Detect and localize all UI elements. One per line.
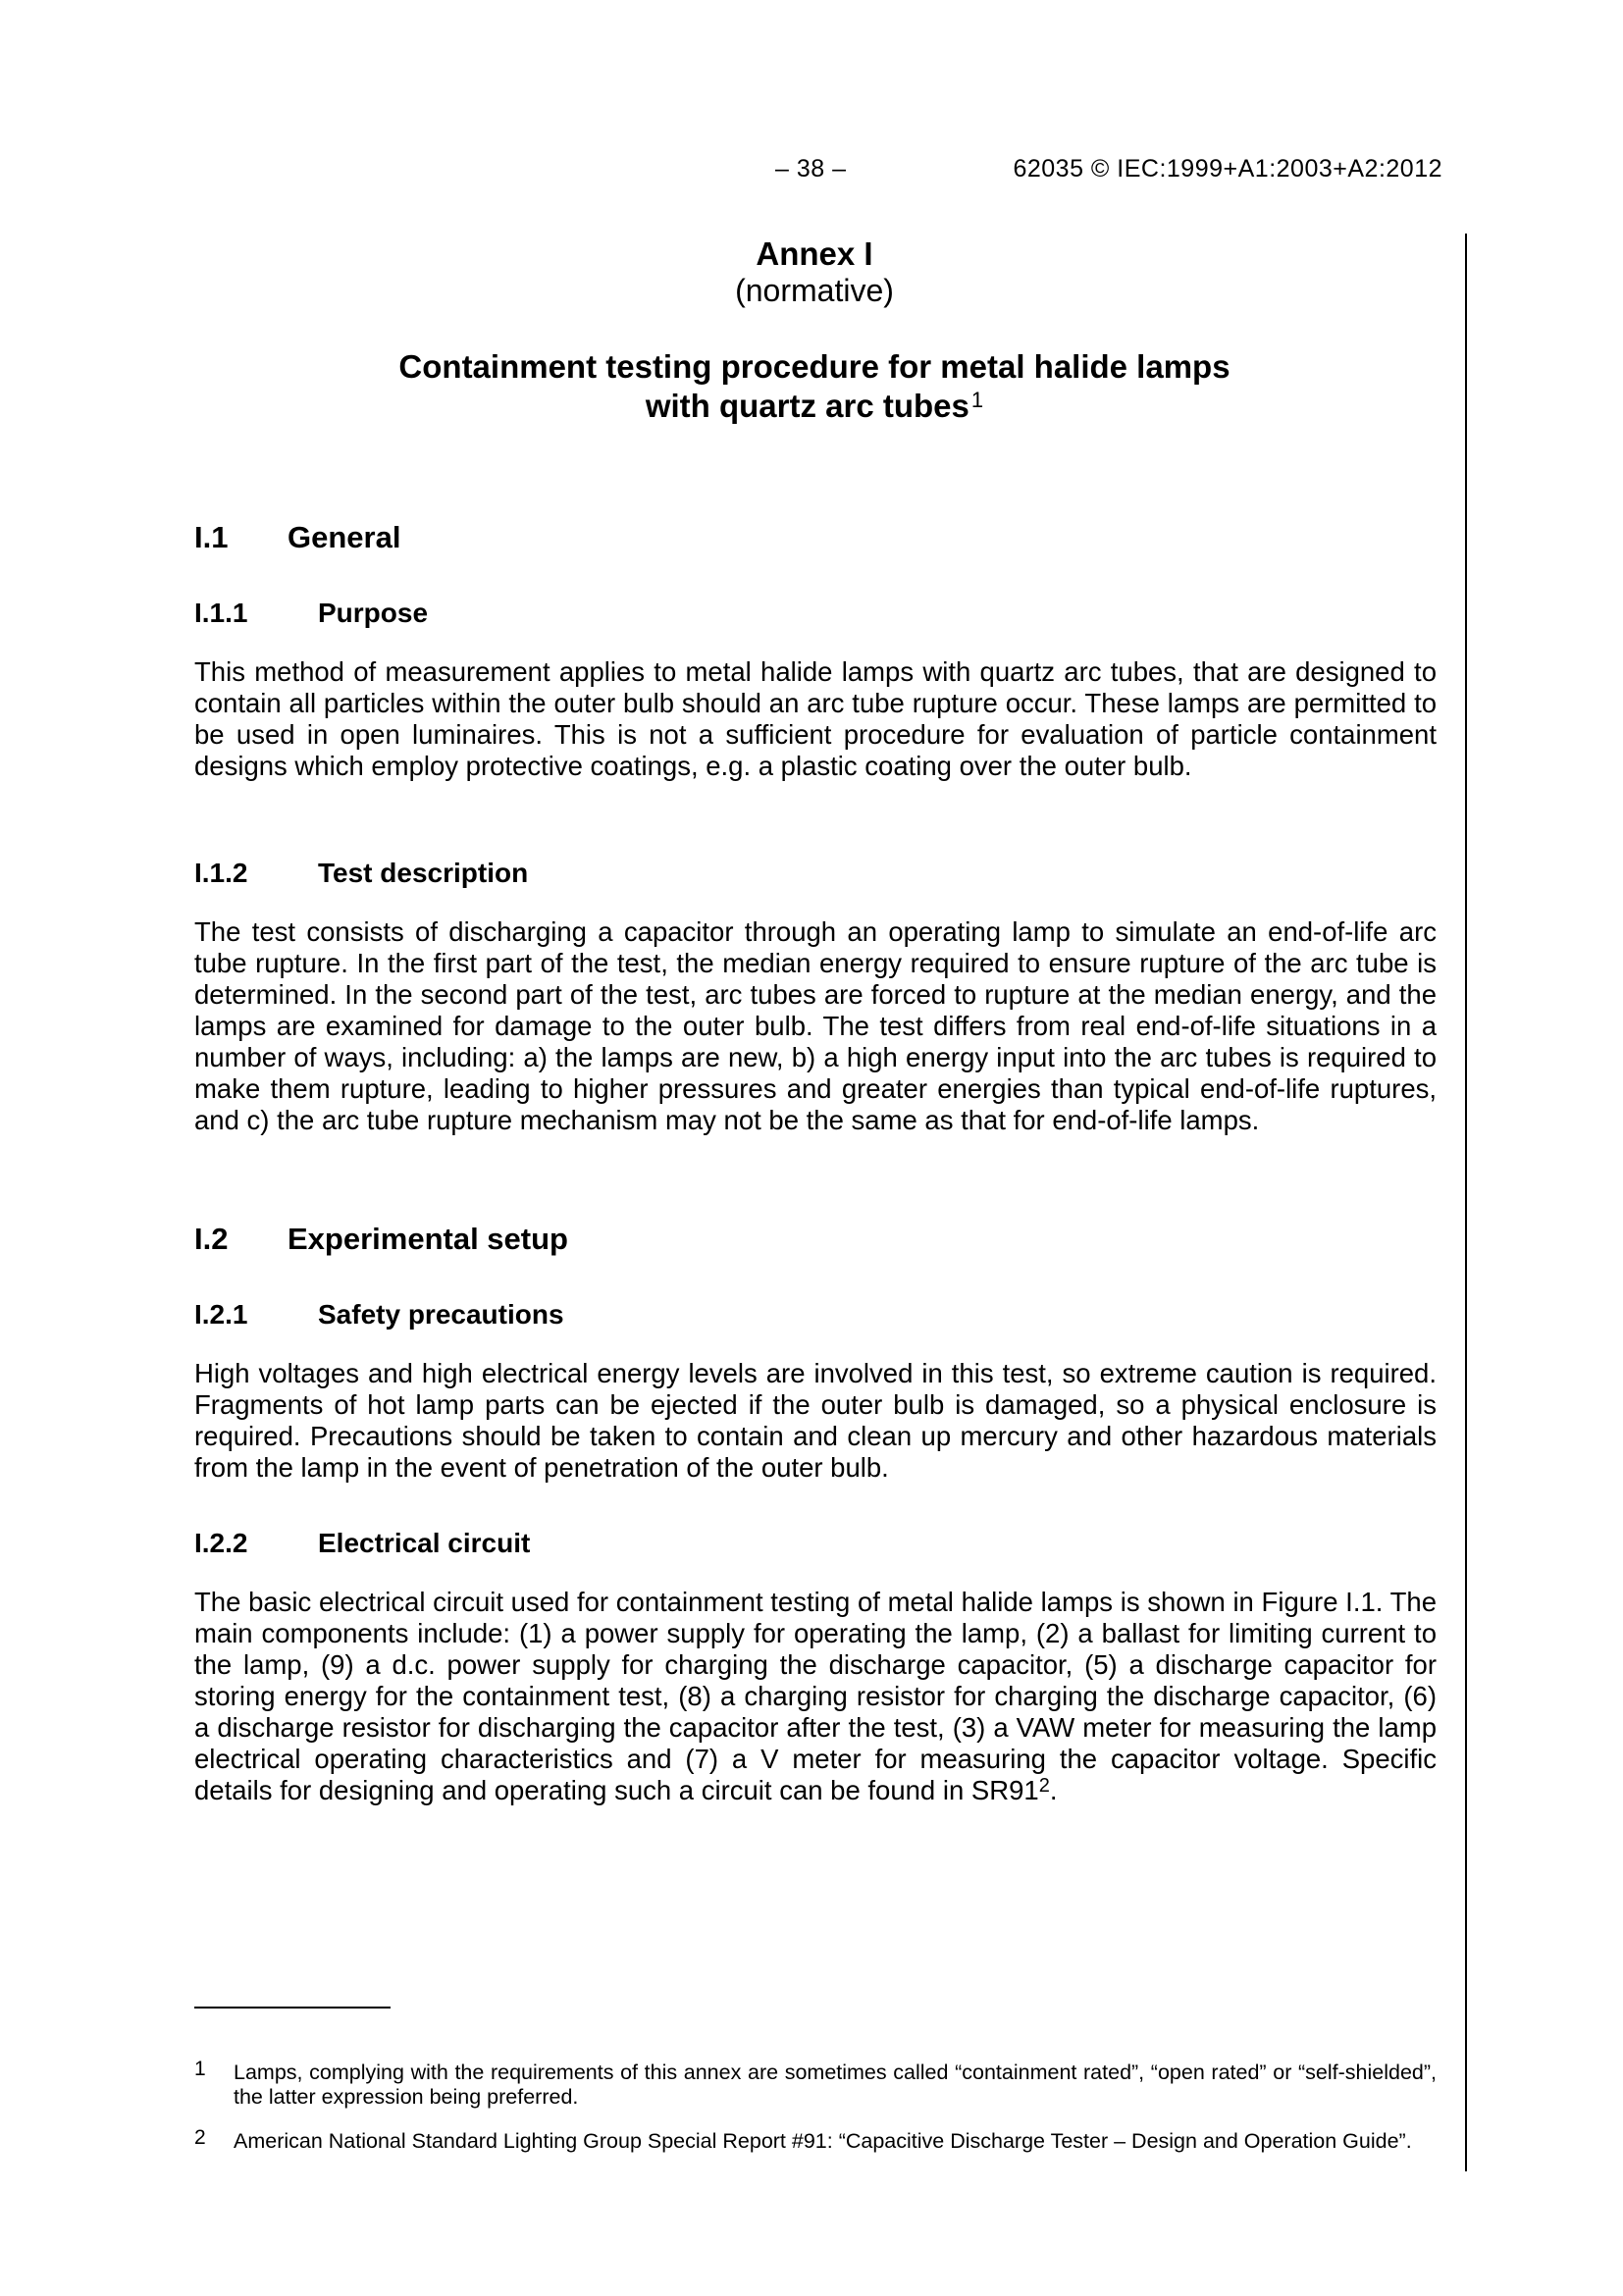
paragraph-electrical-circuit — [194, 1587, 1437, 1809]
annex-heading-line2 — [194, 387, 1435, 430]
standard-reference: 62035 © IEC:1999+A1:2003+A2:2012 — [1013, 155, 1442, 183]
footnote-number: 2 — [194, 2126, 206, 2149]
annex-heading-line2-text: with quartz arc tubes — [645, 388, 969, 424]
paragraph-test-description: The test consists of discharging a capacitor through an operating lamp to simulate an end-of-life arc tube rupture. In the first part of the test, the median energy required to ensure rupture of the arc tube is determined. In the second part of the test, arc tubes are forced to rupture at the median energy, and the lamps are examined for damage to the outer bulb. The test differs from real end-of-life situations in a number of ways, including: a) the lamps are new, b) a high energy input into the arc tubes is required to make them rupture, leading to higher pressures and greater energies than typical end-of-life ruptures, and c) the arc tube rupture mechanism may not be the same as that for end-of-life lamps. — [194, 916, 1437, 1135]
subsection-title: Test description — [318, 858, 529, 888]
footnote-ref-2[interactable]: 2 — [1038, 1775, 1050, 1797]
paragraph-electrical-circuit-end: . — [1049, 1775, 1058, 1805]
annex-title: Annex I — [756, 235, 873, 272]
footnote-text: Lamps, complying with the requirements of this annex are sometimes called “containment rated”, “open rated” or “self-shielded”, the latter expression being preferred. — [234, 2061, 1437, 2109]
section-title: General — [288, 520, 401, 554]
paragraph-safety-precautions: High voltages and high electrical energy levels are involved in this test, so extreme caution is required. Fragments of hot lamp parts can be ejected if the outer bulb is damaged, so a physical enclosure is required. Precautions should be taken to contain and clean up mercury and other hazardous materials from the lamp in the event of penetration of the outer bulb. — [194, 1358, 1437, 1483]
footnote-ref-1[interactable]: 1 — [970, 388, 984, 412]
annex-heading — [194, 347, 1435, 430]
subsection-title: Electrical circuit — [318, 1528, 531, 1558]
footnote-text: American National Standard Lighting Group Special Report #91: “Capacitive Discharge Tester – Design and Operation Guide”. — [234, 2129, 1412, 2153]
annex-heading-line1: Containment testing procedure for metal halide lamps — [398, 348, 1230, 385]
section-title: Experimental setup — [288, 1222, 568, 1256]
subsection-title: Purpose — [318, 598, 429, 628]
subsection-number: I.1.2 — [194, 858, 248, 888]
subsection-title: Safety precautions — [318, 1299, 564, 1330]
paragraph-purpose: This method of measurement applies to metal halide lamps with quartz arc tubes, that are designed to contain all particles within the outer bulb should an arc tube rupture occur. These lamps are permitted to be used in open luminaires. This is not a sufficient procedure for evaluation of particle containment designs which employ protective coatings, e.g. a plastic coating over the outer bulb. — [194, 656, 1437, 781]
footnote-separator — [194, 2007, 391, 2009]
page-number: – 38 – — [775, 155, 847, 183]
section-number: I.1 — [194, 520, 229, 554]
footnote-number: 1 — [194, 2058, 206, 2080]
subsection-number: I.2.1 — [194, 1299, 248, 1330]
section-number: I.2 — [194, 1222, 229, 1256]
paragraph-electrical-circuit-text: The basic electrical circuit used for containment testing of metal halide lamps is shown in Figure I.1. The main components include: (1) a power supply for operating the lamp, (2) a ballast for limiting current to the lamp, (9) a d.c. power supply for charging the discharge capacitor, (5) a discharge capacitor for storing energy for the containment test, (8) a charging resistor for charging the discharge capacitor, (6) a discharge resistor for discharging the capacitor after the test, (3) a VAW meter for measuring the lamp electrical operating characteristics and (7) a V meter for measuring the capacitor voltage. Specific details for designing and operating such a circuit can be found in SR91 — [194, 1587, 1437, 1805]
subsection-number: I.2.2 — [194, 1528, 248, 1558]
subsection-number: I.1.1 — [194, 598, 248, 628]
annex-type: (normative) — [735, 273, 894, 308]
change-bar — [1465, 234, 1467, 2171]
